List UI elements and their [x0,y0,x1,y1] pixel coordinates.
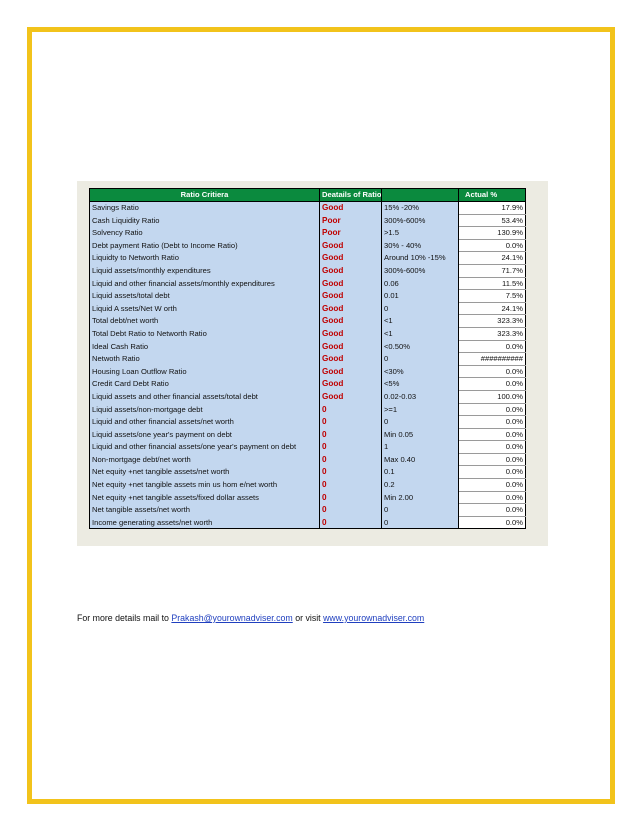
ratio-name-cell: Solvency Ratio [90,227,320,240]
benchmark-cell: <1 [382,315,459,328]
table-row [90,378,526,391]
table-row [90,416,526,429]
actual-value-cell: 0.0% [459,466,526,479]
actual-value-cell: 0.0% [459,428,526,441]
status-cell: 0 [320,416,382,429]
status-cell: 0 [320,504,382,517]
table-row [90,202,526,215]
status-cell: Poor [320,214,382,227]
email-link[interactable]: Prakash@yourownadviser.com [171,613,293,623]
ratio-name-cell: Debt payment Ratio (Debt to Income Ratio) [90,239,320,252]
table-row [90,441,526,454]
actual-value-cell: 0.0% [459,491,526,504]
benchmark-cell: 0.06 [382,277,459,290]
actual-value-cell: 17.9% [459,202,526,215]
actual-value-cell: 24.1% [459,302,526,315]
ratio-name-cell: Cash Liquidity Ratio [90,214,320,227]
benchmark-cell: >1.5 [382,227,459,240]
header-benchmark [382,189,459,202]
header-actual-percent: Actual % [459,189,526,202]
ratio-name-cell: Liquid assets/total debt [90,290,320,303]
status-cell: 0 [320,453,382,466]
actual-value-cell: 0.0% [459,403,526,416]
footer-middle-text: or visit [292,613,324,623]
benchmark-cell: <0.50% [382,340,459,353]
table-row [90,504,526,517]
ratio-name-cell: Housing Loan Outflow Ratio [90,365,320,378]
table-row [90,252,526,265]
table-header-row [90,189,526,202]
table-row [90,403,526,416]
table-row [90,428,526,441]
ratio-name-cell: Net equity +net tangible assets/net worth [90,466,320,479]
benchmark-cell: Min 2.00 [382,491,459,504]
actual-value-cell: 0.0% [459,378,526,391]
ratio-name-cell: Credit Card Debt Ratio [90,378,320,391]
ratio-name-cell: Liquid and other financial assets/monthly expenditures [90,277,320,290]
actual-value-cell: 0.0% [459,516,526,529]
status-cell: Good [320,315,382,328]
actual-value-cell: 0.0% [459,504,526,517]
actual-value-cell: 0.0% [459,441,526,454]
ratio-name-cell: Liquid A ssets/Net W orth [90,302,320,315]
benchmark-cell: 0 [382,504,459,517]
status-cell: Good [320,290,382,303]
table-row [90,453,526,466]
ratio-name-cell: Net tangible assets/net worth [90,504,320,517]
status-cell: Good [320,302,382,315]
ratio-name-cell: Liquid and other financial assets/one year's payment on debt [90,441,320,454]
ratio-name-cell: Liquid assets/one year's payment on debt [90,428,320,441]
benchmark-cell: 300%-600% [382,264,459,277]
ratio-name-cell: Non-mortgage debt/net worth [90,453,320,466]
benchmark-cell: 0 [382,302,459,315]
table-row [90,516,526,529]
ratio-name-cell: Total debt/net worth [90,315,320,328]
actual-value-cell: ########## [459,353,526,366]
benchmark-cell: 0.1 [382,466,459,479]
ratio-name-cell: Liquid and other financial assets/net worth [90,416,320,429]
status-cell: Good [320,378,382,391]
status-cell: 0 [320,466,382,479]
table-row [90,340,526,353]
status-cell: Good [320,264,382,277]
benchmark-cell: 0 [382,353,459,366]
status-cell: Good [320,365,382,378]
status-cell: Good [320,353,382,366]
table-row [90,277,526,290]
table-row [90,227,526,240]
table-row [90,390,526,403]
actual-value-cell: 0.0% [459,416,526,429]
benchmark-cell: Min 0.05 [382,428,459,441]
ratio-name-cell: Savings Ratio [90,202,320,215]
actual-value-cell: 53.4% [459,214,526,227]
benchmark-cell: 0 [382,416,459,429]
table-row [90,327,526,340]
table-row [90,290,526,303]
benchmark-cell: Max 0.40 [382,453,459,466]
ratio-name-cell: Liquid assets/non-mortgage debt [90,403,320,416]
header-details-of-ratio: Deatails of Ratio [320,189,382,202]
table-row [90,315,526,328]
status-cell: Poor [320,227,382,240]
status-cell: Good [320,390,382,403]
status-cell: 0 [320,403,382,416]
footer-prefix-text: For more details mail to [77,613,172,623]
actual-value-cell: 0.0% [459,340,526,353]
benchmark-cell: 0 [382,516,459,529]
benchmark-cell: 0.01 [382,290,459,303]
status-cell: 0 [320,441,382,454]
status-cell: 0 [320,516,382,529]
status-cell: Good [320,277,382,290]
actual-value-cell: 0.0% [459,453,526,466]
table-row [90,479,526,492]
status-cell: Good [320,202,382,215]
ratio-name-cell: Net equity +net tangible assets min us hom e/net worth [90,479,320,492]
table-row [90,365,526,378]
benchmark-cell: 0.2 [382,479,459,492]
ratio-name-cell: Liquid assets and other financial assets/total debt [90,390,320,403]
ratio-name-cell: Liquid assets/monthly expenditures [90,264,320,277]
status-cell: Good [320,239,382,252]
table-row [90,264,526,277]
status-cell: Good [320,340,382,353]
benchmark-cell: <1 [382,327,459,340]
actual-value-cell: 130.9% [459,227,526,240]
status-cell: 0 [320,479,382,492]
status-cell: 0 [320,428,382,441]
table-row [90,239,526,252]
table-row [90,214,526,227]
status-cell: 0 [320,491,382,504]
actual-value-cell: 323.3% [459,327,526,340]
benchmark-cell: <30% [382,365,459,378]
ratio-name-cell: Netwoth Ratio [90,353,320,366]
ratio-name-cell: Net equity +net tangible assets/fixed dollar assets [90,491,320,504]
benchmark-cell: <5% [382,378,459,391]
ratio-criteria-table [89,188,526,529]
table-row [90,466,526,479]
actual-value-cell: 7.5% [459,290,526,303]
benchmark-cell: >=1 [382,403,459,416]
actual-value-cell: 11.5% [459,277,526,290]
actual-value-cell: 0.0% [459,479,526,492]
actual-value-cell: 0.0% [459,365,526,378]
ratio-name-cell: Liquidty to Networth Ratio [90,252,320,265]
table-row [90,491,526,504]
actual-value-cell: 24.1% [459,252,526,265]
benchmark-cell: 1 [382,441,459,454]
website-link[interactable]: www.yourownadviser.com [323,613,425,623]
contact-footer [77,613,424,623]
ratio-name-cell: Ideal Cash Ratio [90,340,320,353]
status-cell: Good [320,252,382,265]
benchmark-cell: Around 10% -15% [382,252,459,265]
actual-value-cell: 71.7% [459,264,526,277]
ratio-name-cell: Total Debt Ratio to Networth Ratio [90,327,320,340]
actual-value-cell: 0.0% [459,239,526,252]
table-row [90,302,526,315]
actual-value-cell: 323.3% [459,315,526,328]
ratio-name-cell: Income generating assets/net worth [90,516,320,529]
benchmark-cell: 0.02-0.03 [382,390,459,403]
actual-value-cell: 100.0% [459,390,526,403]
table-row [90,353,526,366]
benchmark-cell: 30% - 40% [382,239,459,252]
header-ratio-criteria: Ratio Critiera [90,189,320,202]
status-cell: Good [320,327,382,340]
benchmark-cell: 300%-600% [382,214,459,227]
benchmark-cell: 15% -20% [382,202,459,215]
